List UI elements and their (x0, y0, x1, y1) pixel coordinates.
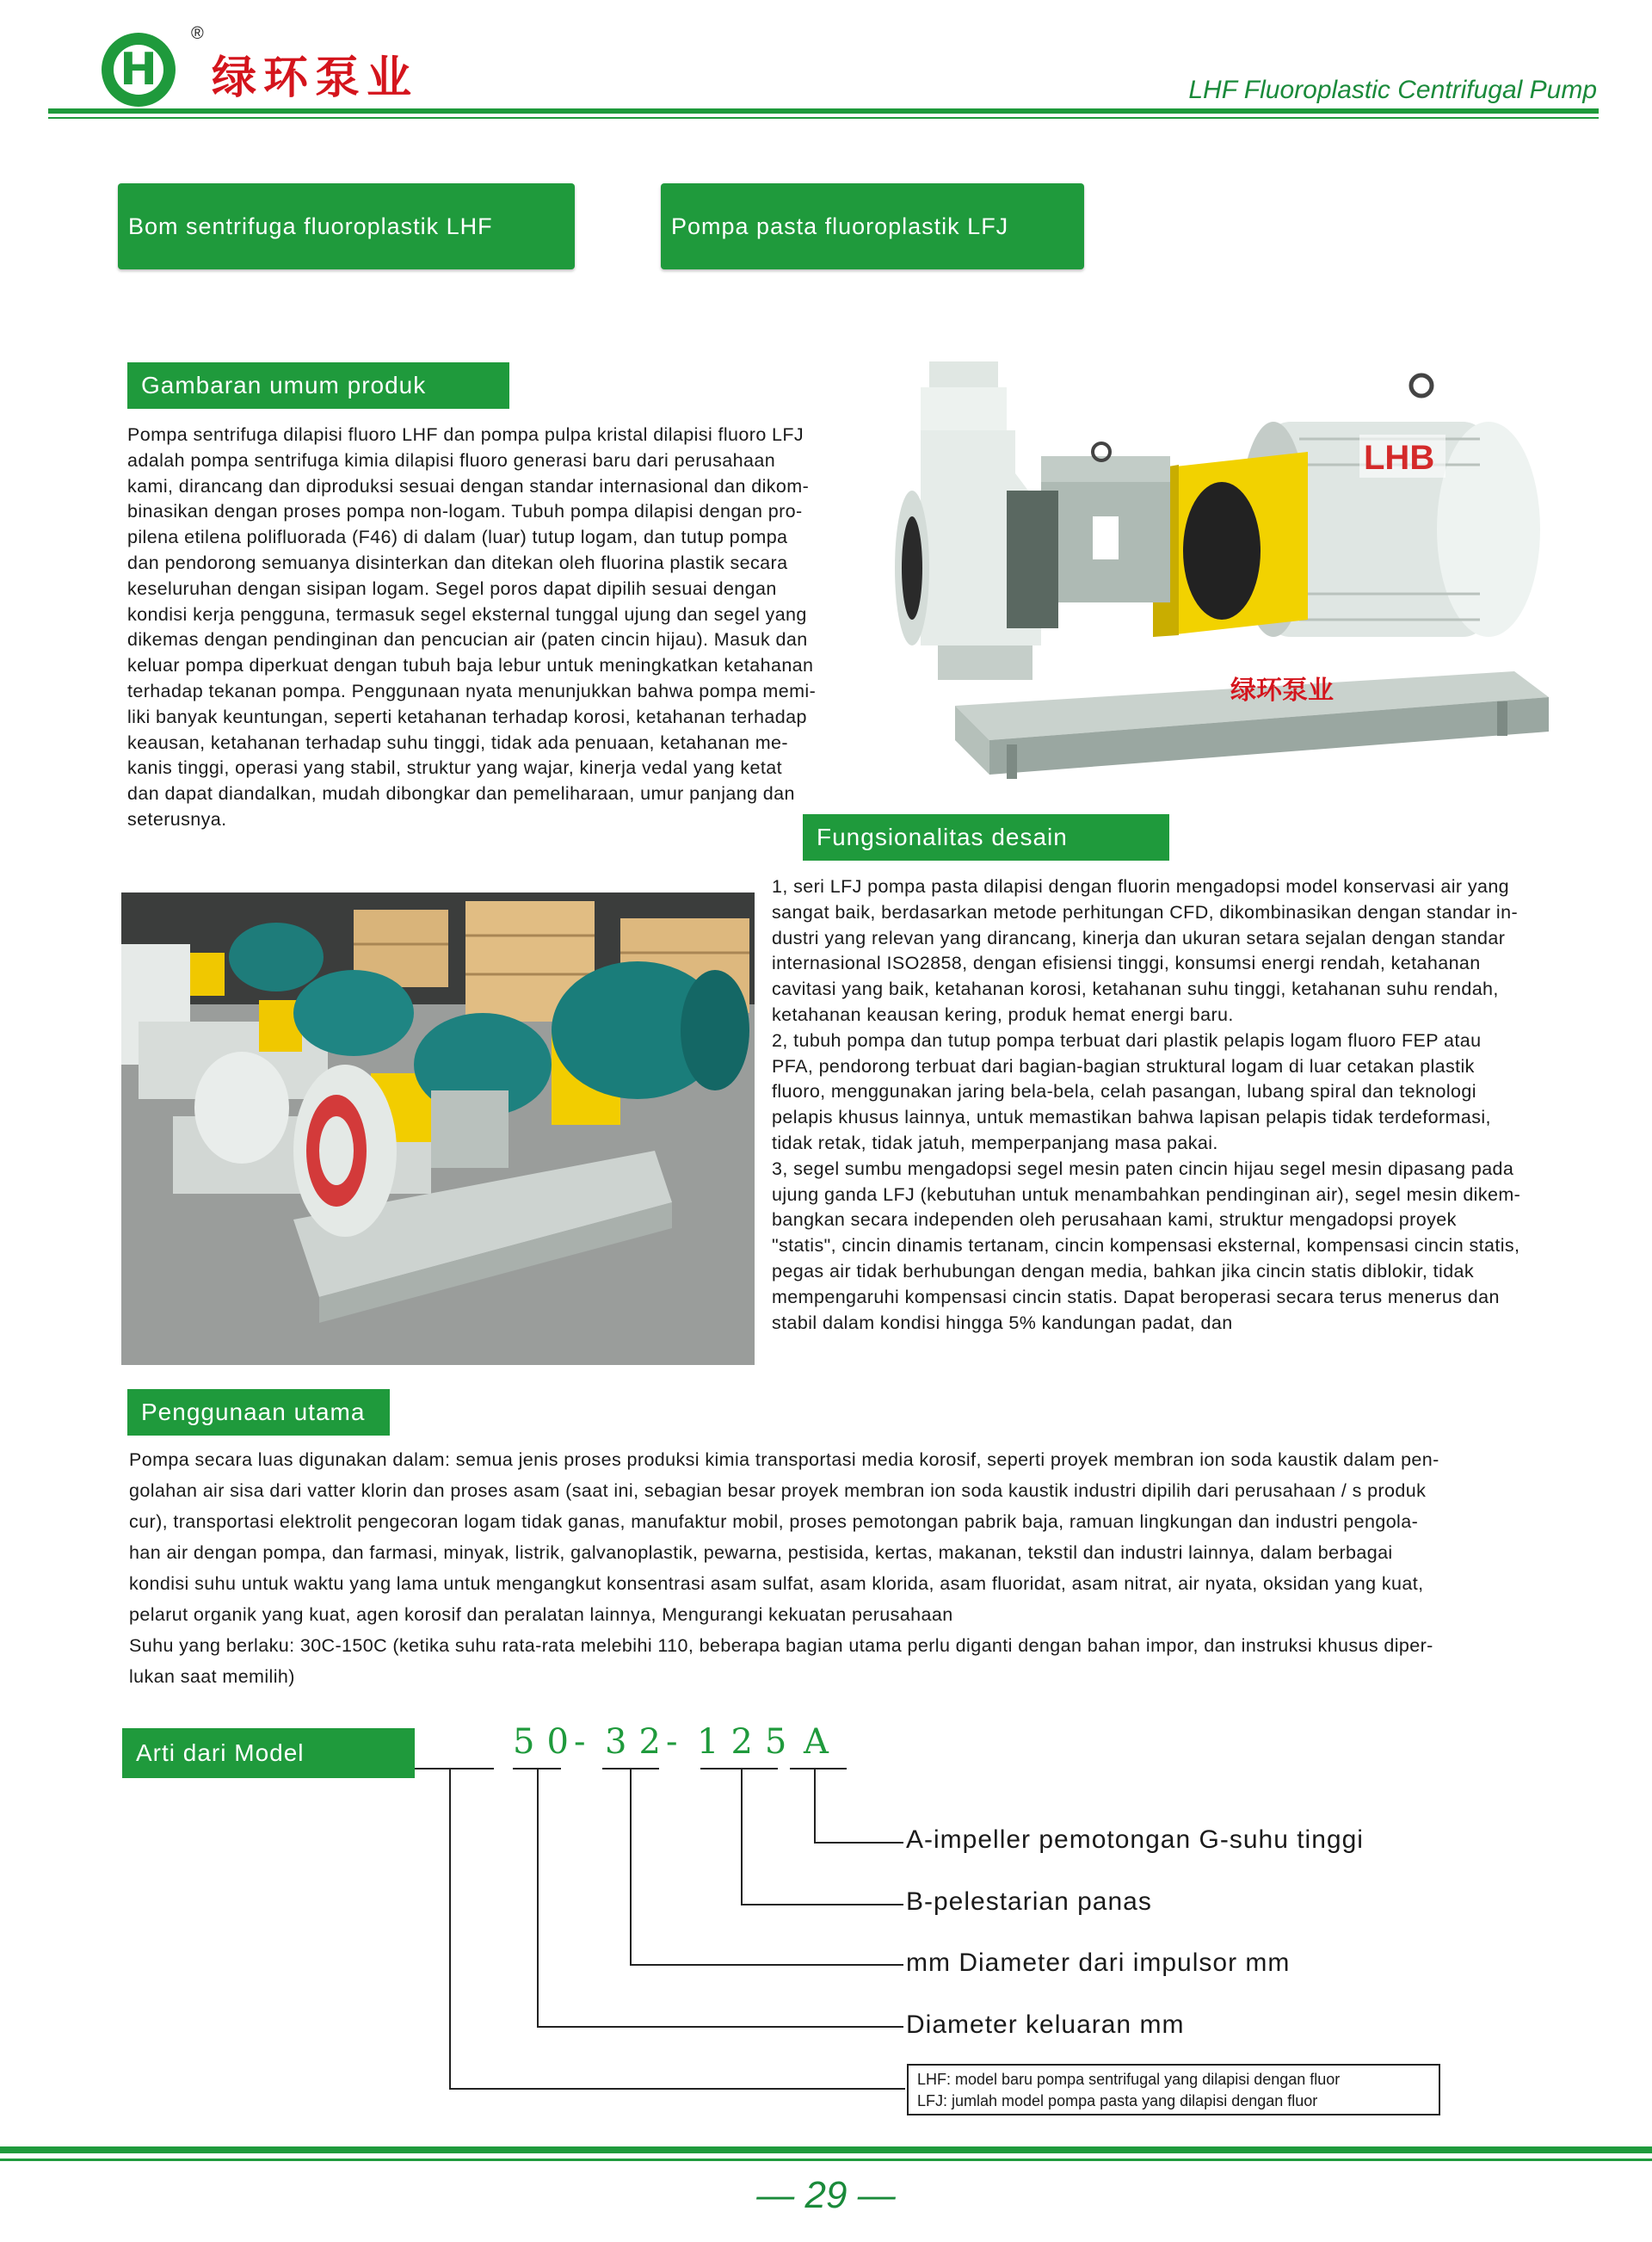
overview-line: kami, dirancang dan diproduksi sesuai dengan standar internasional dan dikom- (127, 475, 810, 497)
overview-heading-text: Gambaran umum produk (141, 372, 427, 398)
model-leader-32 (630, 1964, 903, 1966)
usage-line: han air dengan pompa, dan farmasi, minyak, listrik, galvanoplastik, pewarna, pestisida, kertas, makanan, tekstil dan industri lainnya, dalam berbagai (129, 1542, 1393, 1563)
design-text (772, 874, 1611, 1336)
overview-line: dikemas dengan pendinginan dan pencucian air (paten cincin hijau). Masuk dan (127, 629, 808, 651)
model-connector-prefix (449, 1770, 451, 2088)
design-line: cavitasi yang baik, ketahanan korosi, ketahanan suhu tinggi, ketahanan suhu rendah, (772, 979, 1499, 1000)
usage-line: golahan air sisa dari vatter klorin dan proses asam (saat ini, sebagian besar proyek membran ion soda kaustik industri dipilih dari perusahaan / s produk (129, 1480, 1427, 1501)
factory-pumps-photo (121, 892, 755, 1365)
design-line: dustri yang relevan yang dirancang, kinerja dan ukuran setara sejalan dengan standar (772, 927, 1506, 948)
page-number (0, 2174, 1652, 2217)
design-line: sangat baik, berdasarkan metode perhitungan CFD, dikombinasikan dengan standar in- (772, 901, 1519, 923)
overview-line: dan pendorong semuanya disinterkan dan ditekan oleh fluorina plastik secara (127, 552, 788, 573)
model-heading (122, 1728, 415, 1778)
model-underline-a (790, 1768, 847, 1770)
design-line: bangkan secara independen oleh perusahaan kami, struktur mengadopsi proyek (772, 1209, 1457, 1231)
page-number-value: 29 (804, 2174, 848, 2216)
usage-text (129, 1444, 1592, 1692)
header-title: LHF Fluoroplastic Centrifugal Pump (1188, 76, 1597, 104)
model-code-part-32: 32 (605, 1722, 673, 1762)
design-heading (803, 814, 1169, 861)
design-line: 3, segel sumbu mengadopsi segel mesin paten cincin hijau segel mesin dipasang pada (772, 1158, 1514, 1179)
overview-line: terhadap tekanan pompa. Penggunaan nyata menunjukkan bahwa pompa memi- (127, 680, 817, 701)
overview-text (127, 423, 885, 833)
overview-line: binasikan dengan proses pompa non-logam. Tubuh pompa dilapisi dengan pro- (127, 501, 803, 522)
model-label-outlet-diameter: Diameter keluaran mm (906, 2010, 1185, 2039)
overview-line: kanis tinggi, operasi yang stabil, struktur yang wajar, kinerja vedal yang ketat (127, 757, 783, 779)
model-code-part-50: 50 (513, 1722, 581, 1762)
usage-heading (127, 1389, 390, 1436)
design-line: stabil dalam kondisi hingga 5% kandungan padat, dan (772, 1312, 1233, 1333)
model-leader-50 (537, 2026, 903, 2028)
overview-line: keluar pompa diperkuat dengan tubuh baja lebur untuk meningkatkan ketahanan (127, 655, 814, 676)
motor-badge-text: LHB (1364, 439, 1435, 477)
design-line: "statis", cincin dinamis tertanam, cincin kompensasi eksternal, kompensasi cincin statis, (772, 1235, 1520, 1257)
design-line: internasional ISO2858, dengan efisiensi tinggi, konsumsi energi rendah, ketahanan (772, 953, 1481, 974)
overview-line: Pompa sentrifuga dilapisi fluoro LHF dan pompa pulpa kristal dilapisi fluoro LFJ (127, 424, 804, 445)
model-leader-prefix (449, 2088, 905, 2090)
logo-letter: H (120, 44, 157, 96)
model-leader-a (814, 1842, 903, 1844)
model-note-lhf: LHF: model baru pompa sentrifugal yang dilapisi dengan fluor (917, 2071, 1341, 2088)
design-line: ujung ganda LFJ (kebutuhan untuk menambahkan pendinginan air), segel mesin dikem- (772, 1183, 1521, 1205)
page-number-dash-left: — (756, 2174, 805, 2216)
model-code-part-125: 125 (697, 1722, 799, 1762)
design-line: 1, seri LFJ pompa pasta dilapisi dengan fluorin mengadopsi model konservasi air yang (772, 876, 1510, 897)
model-heading-text: Arti dari Model (136, 1739, 305, 1766)
overview-line: adalah pompa sentrifuga kimia dilapisi fluoro generasi baru dari perusahaan (127, 449, 776, 471)
overview-line: kondisi kerja pengguna, termasuk segel eksternal tunggal ujung dan segel yang (127, 603, 807, 625)
header-divider (48, 108, 1599, 114)
pump-product-image (895, 361, 1566, 800)
model-code-sep: - (574, 1722, 598, 1762)
design-line: 2, tubuh pompa dan tutup pompa terbuat dari plastik pelapis logam fluoro FEP atau (772, 1029, 1482, 1051)
usage-line: Suhu yang berlaku: 30C-150C (ketika suhu rata-rata melebihi 110, beberapa bagian utama perlu diganti dengan bahan impor, dan instruksi khusus diper- (129, 1635, 1433, 1656)
design-line: PFA, pendorong terbuat dari bagian-bagian struktural logam di luar cetakan plastik (772, 1055, 1475, 1077)
tab-lfj-label: Pompa pasta fluoroplastik LFJ (671, 213, 1009, 239)
tab-lhf-label: Bom sentrifuga fluoroplastik LHF (128, 213, 493, 239)
model-connector-125 (741, 1770, 743, 1904)
design-line: fluoro, menggunakan jaring bela-bela, celah pasangan, lubang spiral dan teknologi (772, 1081, 1476, 1102)
model-connector-50 (537, 1770, 539, 2026)
usage-line: pelarut organik yang kuat, agen korosif dan peralatan lainnya, Mengurangi kekuatan perusahaan (129, 1604, 953, 1625)
overview-line: keausan, ketahanan terhadap suhu tinggi, tidak ada penuaan, ketahanan me- (127, 732, 788, 753)
overview-heading (127, 362, 509, 409)
model-code-sep: - (666, 1722, 690, 1762)
model-series-note (907, 2064, 1440, 2115)
model-code-part-a: A (804, 1722, 841, 1762)
overview-line: dan dapat diandalkan, mudah dibongkar dan pemeliharaan, umur panjang dan (127, 783, 795, 805)
usage-line: Pompa secara luas digunakan dalam: semua jenis proses produksi kimia transportasi media korosif, seperti proyek membran ion soda kaustik dalam pen- (129, 1449, 1439, 1470)
design-line: mempengaruhi kompensasi cincin statis. Dapat beroperasi secara terus menerus dan (772, 1286, 1500, 1307)
overview-line: pilena etilena polifluorada (F46) di dalam (luar) tutup logam, dan tutup pompa (127, 527, 788, 548)
header-divider-thin (48, 117, 1599, 119)
design-line: pegas air tidak berhubungan dengan media, bahkan jika cincin statis diblokir, tidak (772, 1260, 1475, 1282)
usage-heading-text: Penggunaan utama (141, 1399, 366, 1425)
usage-line: lukan saat memilih) (129, 1666, 295, 1687)
usage-line: cur), transportasi elektrolit pengecoran logam tidak ganas, manufaktur mobil, proses pemotongan pabrik baja, ramuan lingkungan dan industri pengola- (129, 1511, 1419, 1532)
model-label-impeller-diameter: mm Diameter dari impulsor mm (906, 1949, 1291, 1977)
design-line: ketahanan keausan kering, produk hemat energi baru. (772, 1004, 1234, 1025)
overview-line: liki banyak keuntungan, seperti ketahanan terhadap korosi, ketahanan terhadap (127, 706, 807, 727)
tab-lhf[interactable] (118, 183, 575, 269)
model-label-insulation: B-pelestarian panas (906, 1887, 1152, 1916)
model-underline-prefix (415, 1768, 494, 1770)
overview-line: seterusnya. (127, 808, 227, 830)
footer-divider (0, 2146, 1652, 2153)
overview-line: keseluruhan dengan sisipan logam. Segel poros dapat dipilih sesuai dengan (127, 577, 777, 599)
brand-name: 绿环泵业 (212, 52, 419, 104)
registered-mark: ® (191, 24, 204, 43)
footer-divider-thin (0, 2159, 1652, 2161)
page-number-dash-right: — (847, 2174, 896, 2216)
model-leader-125 (741, 1904, 903, 1905)
logo (102, 33, 176, 107)
pump-base-logo-text: 绿环泵业 (1230, 676, 1334, 706)
model-underline-125 (700, 1768, 778, 1770)
design-heading-text: Fungsionalitas desain (817, 824, 1068, 850)
tab-lfj[interactable] (661, 183, 1084, 269)
model-note-lfj: LFJ: jumlah model pompa pasta yang dilapisi dengan fluor (917, 2092, 1318, 2109)
model-connector-a (814, 1770, 816, 1842)
design-line: pelapis khusus lainnya, untuk memastikan bahwa lapisan pelapis tidak terdeformasi, (772, 1107, 1491, 1128)
model-connector-32 (630, 1770, 632, 1964)
design-line: tidak retak, tidak jatuh, memperpanjang masa pakai. (772, 1132, 1218, 1153)
model-label-impeller: A-impeller pemotongan G-suhu tinggi (906, 1825, 1364, 1854)
usage-line: kondisi suhu untuk waktu yang lama untuk mengangkut konsentrasi asam sulfat, asam klorida, asam fluoridat, asam nitrat, air nyata, oksidan yang kuat, (129, 1573, 1424, 1594)
